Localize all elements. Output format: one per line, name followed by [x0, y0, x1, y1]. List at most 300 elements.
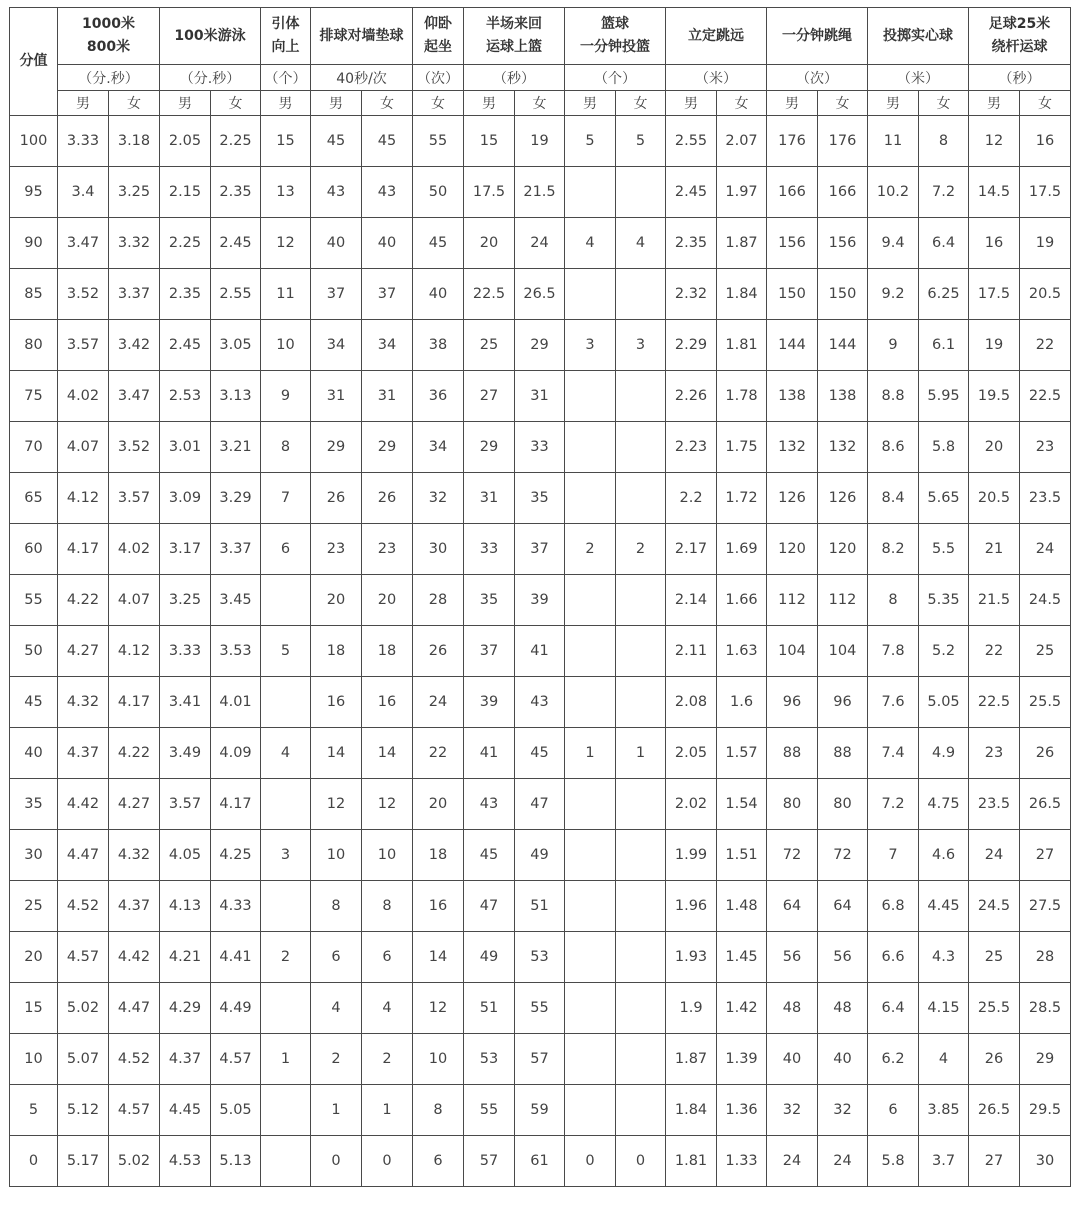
- value-cell: 57: [515, 1034, 565, 1085]
- value-cell: 3.18: [109, 116, 160, 167]
- value-cell: [261, 575, 311, 626]
- value-cell: 2.45: [160, 320, 211, 371]
- value-cell: 3.09: [160, 473, 211, 524]
- value-cell: 25: [1020, 626, 1071, 677]
- value-cell: 1.97: [717, 167, 767, 218]
- value-cell: 1.51: [717, 830, 767, 881]
- value-cell: 144: [818, 320, 868, 371]
- gender-cell: 女: [211, 91, 261, 116]
- value-cell: 37: [515, 524, 565, 575]
- value-cell: [616, 881, 666, 932]
- value-cell: 25: [969, 932, 1020, 983]
- event-header-line: 篮球: [601, 16, 630, 32]
- value-cell: 64: [818, 881, 868, 932]
- value-cell: 10.2: [868, 167, 919, 218]
- value-cell: 166: [818, 167, 868, 218]
- value-cell: 36: [413, 371, 464, 422]
- value-cell: 23.5: [969, 779, 1020, 830]
- score-cell: 90: [10, 218, 58, 269]
- value-cell: 132: [818, 422, 868, 473]
- value-cell: 16: [413, 881, 464, 932]
- score-cell: 60: [10, 524, 58, 575]
- value-cell: 23.5: [1020, 473, 1071, 524]
- value-cell: 4.57: [109, 1085, 160, 1136]
- gender-cell: 女: [919, 91, 969, 116]
- value-cell: 55: [464, 1085, 515, 1136]
- value-cell: 19: [515, 116, 565, 167]
- value-cell: 2.07: [717, 116, 767, 167]
- value-cell: 3.25: [109, 167, 160, 218]
- value-cell: 37: [362, 269, 413, 320]
- score-cell: 35: [10, 779, 58, 830]
- value-cell: 4: [311, 983, 362, 1034]
- event-header: [565, 8, 666, 65]
- value-cell: 29: [1020, 1034, 1071, 1085]
- gender-row: [10, 91, 1071, 116]
- value-cell: 1: [311, 1085, 362, 1136]
- value-cell: 26.5: [969, 1085, 1020, 1136]
- value-cell: 22: [969, 626, 1020, 677]
- value-cell: 37: [464, 626, 515, 677]
- value-cell: 25.5: [1020, 677, 1071, 728]
- event-header-line: 仰卧: [424, 16, 453, 32]
- value-cell: 1.42: [717, 983, 767, 1034]
- value-cell: 34: [311, 320, 362, 371]
- gender-cell: 男: [464, 91, 515, 116]
- value-cell: 4.47: [58, 830, 109, 881]
- value-cell: 56: [767, 932, 818, 983]
- value-cell: 40: [362, 218, 413, 269]
- gender-cell: 女: [413, 91, 464, 116]
- unit-cell: （个）: [261, 65, 311, 91]
- value-cell: 4.37: [109, 881, 160, 932]
- value-cell: [565, 626, 616, 677]
- value-cell: 144: [767, 320, 818, 371]
- gender-cell: 男: [311, 91, 362, 116]
- value-cell: 6: [261, 524, 311, 575]
- value-cell: 3.33: [58, 116, 109, 167]
- value-cell: 20: [464, 218, 515, 269]
- value-cell: 8: [413, 1085, 464, 1136]
- value-cell: 6.4: [868, 983, 919, 1034]
- value-cell: 120: [767, 524, 818, 575]
- value-cell: 4.6: [919, 830, 969, 881]
- value-cell: 12: [969, 116, 1020, 167]
- table-row: [10, 830, 1071, 881]
- value-cell: 24: [1020, 524, 1071, 575]
- value-cell: 1.57: [717, 728, 767, 779]
- table-row: [10, 626, 1071, 677]
- value-cell: 80: [767, 779, 818, 830]
- value-cell: [565, 932, 616, 983]
- value-cell: 5.17: [58, 1136, 109, 1187]
- value-cell: 1.78: [717, 371, 767, 422]
- value-cell: 25.5: [969, 983, 1020, 1034]
- table-row: [10, 1034, 1071, 1085]
- value-cell: 24: [767, 1136, 818, 1187]
- gender-cell: 女: [717, 91, 767, 116]
- value-cell: 80: [818, 779, 868, 830]
- table-row: [10, 524, 1071, 575]
- value-cell: 4: [362, 983, 413, 1034]
- value-cell: 39: [515, 575, 565, 626]
- value-cell: [616, 371, 666, 422]
- value-cell: 27.5: [1020, 881, 1071, 932]
- value-cell: 2.35: [160, 269, 211, 320]
- value-cell: 1.45: [717, 932, 767, 983]
- value-cell: 14: [311, 728, 362, 779]
- value-cell: 29: [464, 422, 515, 473]
- value-cell: 48: [818, 983, 868, 1034]
- gender-cell: 男: [565, 91, 616, 116]
- value-cell: [616, 779, 666, 830]
- value-cell: 34: [362, 320, 413, 371]
- value-cell: [616, 1034, 666, 1085]
- value-cell: [565, 473, 616, 524]
- event-header: [58, 8, 160, 65]
- value-cell: 4.25: [211, 830, 261, 881]
- event-header-line: 排球对墙垫球: [319, 27, 404, 44]
- value-cell: 26: [413, 626, 464, 677]
- value-cell: 4: [261, 728, 311, 779]
- value-cell: 5.02: [58, 983, 109, 1034]
- value-cell: [616, 575, 666, 626]
- value-cell: [261, 881, 311, 932]
- value-cell: 15: [261, 116, 311, 167]
- value-cell: 3.42: [109, 320, 160, 371]
- value-cell: 2.45: [666, 167, 717, 218]
- value-cell: 1.81: [717, 320, 767, 371]
- value-cell: 40: [311, 218, 362, 269]
- table-row: [10, 779, 1071, 830]
- value-cell: 43: [362, 167, 413, 218]
- value-cell: 5.05: [919, 677, 969, 728]
- value-cell: [565, 1034, 616, 1085]
- value-cell: 2.08: [666, 677, 717, 728]
- value-cell: 3.52: [109, 422, 160, 473]
- value-cell: 96: [818, 677, 868, 728]
- value-cell: 34: [413, 422, 464, 473]
- gender-cell: 男: [160, 91, 211, 116]
- value-cell: 31: [362, 371, 413, 422]
- value-cell: 15: [464, 116, 515, 167]
- value-cell: 9.2: [868, 269, 919, 320]
- value-cell: 4.37: [160, 1034, 211, 1085]
- value-cell: 156: [818, 218, 868, 269]
- value-cell: [261, 1085, 311, 1136]
- value-cell: 48: [767, 983, 818, 1034]
- value-cell: 176: [767, 116, 818, 167]
- score-cell: 55: [10, 575, 58, 626]
- value-cell: 3.13: [211, 371, 261, 422]
- event-header-line: 引体: [271, 16, 300, 32]
- value-cell: 126: [767, 473, 818, 524]
- value-cell: 6.1: [919, 320, 969, 371]
- value-cell: 35: [515, 473, 565, 524]
- value-cell: 8: [311, 881, 362, 932]
- value-cell: 5: [616, 116, 666, 167]
- value-cell: 4.57: [211, 1034, 261, 1085]
- value-cell: 4.17: [58, 524, 109, 575]
- value-cell: [616, 422, 666, 473]
- table-row: [10, 1085, 1071, 1136]
- value-cell: 5: [565, 116, 616, 167]
- value-cell: 55: [413, 116, 464, 167]
- value-cell: 17.5: [969, 269, 1020, 320]
- table-row: [10, 473, 1071, 524]
- value-cell: 40: [818, 1034, 868, 1085]
- value-cell: 4.12: [109, 626, 160, 677]
- value-cell: 61: [515, 1136, 565, 1187]
- value-cell: 4.07: [109, 575, 160, 626]
- value-cell: 5.13: [211, 1136, 261, 1187]
- value-cell: 1.96: [666, 881, 717, 932]
- value-cell: 1.84: [666, 1085, 717, 1136]
- value-cell: 45: [311, 116, 362, 167]
- value-cell: 43: [515, 677, 565, 728]
- value-cell: 40: [413, 269, 464, 320]
- value-cell: 3: [565, 320, 616, 371]
- value-cell: 4.22: [109, 728, 160, 779]
- value-cell: 72: [818, 830, 868, 881]
- value-cell: 2.26: [666, 371, 717, 422]
- value-cell: [565, 1085, 616, 1136]
- value-cell: 33: [515, 422, 565, 473]
- event-header: [413, 8, 464, 65]
- value-cell: [565, 167, 616, 218]
- value-cell: 6.8: [868, 881, 919, 932]
- value-cell: 3.17: [160, 524, 211, 575]
- table-row: [10, 167, 1071, 218]
- event-header: [160, 8, 261, 65]
- value-cell: 31: [515, 371, 565, 422]
- value-cell: 49: [464, 932, 515, 983]
- score-cell: 45: [10, 677, 58, 728]
- value-cell: 4.32: [109, 830, 160, 881]
- value-cell: 1.69: [717, 524, 767, 575]
- value-cell: 8: [362, 881, 413, 932]
- value-cell: 0: [362, 1136, 413, 1187]
- value-cell: 5.05: [211, 1085, 261, 1136]
- value-cell: [261, 779, 311, 830]
- score-cell: 65: [10, 473, 58, 524]
- value-cell: 26: [1020, 728, 1071, 779]
- value-cell: 126: [818, 473, 868, 524]
- value-cell: 0: [311, 1136, 362, 1187]
- value-cell: 104: [818, 626, 868, 677]
- score-cell: 80: [10, 320, 58, 371]
- value-cell: 4.21: [160, 932, 211, 983]
- value-cell: 2.02: [666, 779, 717, 830]
- value-cell: 37: [311, 269, 362, 320]
- score-cell: 15: [10, 983, 58, 1034]
- value-cell: 4: [616, 218, 666, 269]
- table-row: [10, 575, 1071, 626]
- value-cell: 3.25: [160, 575, 211, 626]
- value-cell: [616, 830, 666, 881]
- value-cell: 3.47: [109, 371, 160, 422]
- value-cell: 30: [1020, 1136, 1071, 1187]
- value-cell: 3.37: [109, 269, 160, 320]
- value-cell: 7: [868, 830, 919, 881]
- value-cell: 32: [413, 473, 464, 524]
- unit-cell: （秒）: [969, 65, 1071, 91]
- value-cell: 1.66: [717, 575, 767, 626]
- value-cell: 5.02: [109, 1136, 160, 1187]
- value-cell: 1: [616, 728, 666, 779]
- value-cell: 4.41: [211, 932, 261, 983]
- value-cell: 2.11: [666, 626, 717, 677]
- value-cell: 2.55: [666, 116, 717, 167]
- value-cell: 4: [565, 218, 616, 269]
- score-cell: 75: [10, 371, 58, 422]
- value-cell: 4.45: [919, 881, 969, 932]
- value-cell: 19: [1020, 218, 1071, 269]
- value-cell: 5.12: [58, 1085, 109, 1136]
- value-cell: 4.47: [109, 983, 160, 1034]
- score-cell: 50: [10, 626, 58, 677]
- value-cell: 3.7: [919, 1136, 969, 1187]
- value-cell: 1.33: [717, 1136, 767, 1187]
- value-cell: 2: [616, 524, 666, 575]
- score-cell: 0: [10, 1136, 58, 1187]
- value-cell: 120: [818, 524, 868, 575]
- gender-cell: 女: [515, 91, 565, 116]
- value-cell: 6.25: [919, 269, 969, 320]
- value-cell: 31: [311, 371, 362, 422]
- value-cell: [565, 677, 616, 728]
- value-cell: 3.4: [58, 167, 109, 218]
- value-cell: 50: [413, 167, 464, 218]
- value-cell: 96: [767, 677, 818, 728]
- value-cell: 4.01: [211, 677, 261, 728]
- value-cell: 12: [413, 983, 464, 1034]
- value-cell: 22: [1020, 320, 1071, 371]
- value-cell: 18: [362, 626, 413, 677]
- value-cell: 3.32: [109, 218, 160, 269]
- score-cell: 100: [10, 116, 58, 167]
- unit-cell: （分.秒）: [58, 65, 160, 91]
- value-cell: 4.49: [211, 983, 261, 1034]
- value-cell: 72: [767, 830, 818, 881]
- value-cell: 8.8: [868, 371, 919, 422]
- value-cell: 2.25: [211, 116, 261, 167]
- gender-cell: 女: [109, 91, 160, 116]
- value-cell: 1.63: [717, 626, 767, 677]
- value-cell: 47: [515, 779, 565, 830]
- gender-cell: 女: [362, 91, 413, 116]
- value-cell: 4.32: [58, 677, 109, 728]
- value-cell: 7.2: [919, 167, 969, 218]
- unit-cell: 40秒/次: [311, 65, 413, 91]
- value-cell: 16: [1020, 116, 1071, 167]
- value-cell: 49: [515, 830, 565, 881]
- value-cell: 4.3: [919, 932, 969, 983]
- value-cell: 59: [515, 1085, 565, 1136]
- score-cell: 95: [10, 167, 58, 218]
- value-cell: 33: [464, 524, 515, 575]
- value-cell: 14: [413, 932, 464, 983]
- value-cell: 2.53: [160, 371, 211, 422]
- event-header-line: 运球上篮: [486, 39, 543, 55]
- unit-row: [10, 65, 1071, 91]
- gender-cell: 男: [261, 91, 311, 116]
- value-cell: 5.07: [58, 1034, 109, 1085]
- value-cell: 2.29: [666, 320, 717, 371]
- value-cell: 45: [362, 116, 413, 167]
- value-cell: 10: [362, 830, 413, 881]
- value-cell: 4.52: [109, 1034, 160, 1085]
- value-cell: 7.8: [868, 626, 919, 677]
- value-cell: 7: [261, 473, 311, 524]
- value-cell: 1.99: [666, 830, 717, 881]
- value-cell: 4.02: [58, 371, 109, 422]
- value-cell: 176: [818, 116, 868, 167]
- event-header-line: 1000米: [82, 16, 135, 32]
- value-cell: 4.07: [58, 422, 109, 473]
- value-cell: 132: [767, 422, 818, 473]
- table-row: [10, 983, 1071, 1034]
- value-cell: 6: [311, 932, 362, 983]
- value-cell: 5.95: [919, 371, 969, 422]
- event-header-line: 足球25米: [988, 16, 1051, 32]
- value-cell: 41: [515, 626, 565, 677]
- value-cell: 3.53: [211, 626, 261, 677]
- gender-cell: 女: [818, 91, 868, 116]
- event-header-line: 一分钟投篮: [580, 39, 651, 55]
- event-header-line: 向上: [271, 39, 300, 55]
- value-cell: 4.09: [211, 728, 261, 779]
- value-cell: 12: [261, 218, 311, 269]
- value-cell: 3: [616, 320, 666, 371]
- value-cell: 24.5: [969, 881, 1020, 932]
- value-cell: 6.6: [868, 932, 919, 983]
- value-cell: 24: [969, 830, 1020, 881]
- value-cell: 3.52: [58, 269, 109, 320]
- event-header-line: 100米游泳: [174, 27, 246, 44]
- value-cell: 39: [464, 677, 515, 728]
- value-cell: 2.05: [160, 116, 211, 167]
- value-cell: 0: [616, 1136, 666, 1187]
- value-cell: [565, 422, 616, 473]
- value-cell: 4.75: [919, 779, 969, 830]
- event-header-line: 绕杆运球: [991, 39, 1048, 55]
- value-cell: 31: [464, 473, 515, 524]
- value-cell: 3.05: [211, 320, 261, 371]
- value-cell: 2.32: [666, 269, 717, 320]
- value-cell: 21: [969, 524, 1020, 575]
- value-cell: 3.33: [160, 626, 211, 677]
- value-cell: 26: [362, 473, 413, 524]
- value-cell: 14: [362, 728, 413, 779]
- table-row: [10, 1136, 1071, 1187]
- value-cell: 2.45: [211, 218, 261, 269]
- value-cell: 22.5: [464, 269, 515, 320]
- table-row: [10, 320, 1071, 371]
- unit-cell: （次）: [413, 65, 464, 91]
- value-cell: 51: [515, 881, 565, 932]
- value-cell: 13: [261, 167, 311, 218]
- value-cell: 10: [413, 1034, 464, 1085]
- value-cell: 28.5: [1020, 983, 1071, 1034]
- value-cell: 1.75: [717, 422, 767, 473]
- value-cell: 6: [362, 932, 413, 983]
- value-cell: 88: [818, 728, 868, 779]
- value-cell: [565, 830, 616, 881]
- value-cell: [616, 626, 666, 677]
- value-cell: 18: [311, 626, 362, 677]
- value-cell: 4.12: [58, 473, 109, 524]
